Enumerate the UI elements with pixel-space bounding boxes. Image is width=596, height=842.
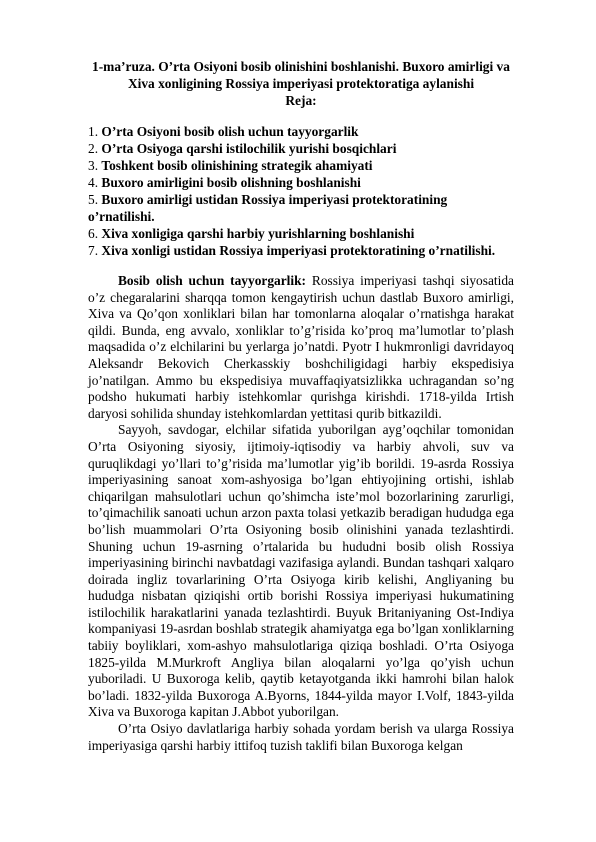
plan-item: 4. Buxoro amirligini bosib olishning boshlanishi — [88, 175, 361, 190]
paragraph-text: Rossiya imperiyasi tashqi siyosatida o’z chegaralarini sharqqa tomon kengaytirish uchun dastlab Buxoro amirligi, Xiva va Qo’qon xonliklari bilan har tomonlarna aloqalar o’rnatishga harakat qildi. Bunda, eng avvalo, xonliklar to’g’risida ko’proq ma’lumotlar to’plash maqsadida o’z elchilarini bu yerlarga jo’natdi. Pyotr I hukmronligi davridayoq Aleksandr Bekovich Cherkasskiy boshchiligidagi harbiy ekspedisiya jo’natilgan. Ammo bu ekspedisiya muvaffaqiyatsizlikka uchragandan so’ng podsho hukumati harbiy istehkomlar qurishga kirishdi. 1718-yilda Irtish daryosi sohilida shunday istehkomlardan yettitasi qurib bitkazildi. — [88, 273, 514, 421]
body-paragraph — [88, 721, 514, 754]
plan-item: 3. Toshkent bosib olinishining strategik ahamiyati — [88, 158, 373, 173]
body-paragraph — [88, 273, 514, 422]
plan-item: 7. Xiva xonligi ustidan Rossiya imperiyasi protektoratining o’rnatilishi. — [88, 243, 496, 258]
plan-list — [88, 123, 514, 259]
plan-item: 5. Buxoro amirligi ustidan Rossiya imperiyasi protektoratining o’rnatilishi. — [88, 192, 448, 224]
paragraph-text: O’rta Osiyo davlatlariga harbiy sohada yordam berish va ularga Rossiya imperiyasiga qarshi harbiy ittifoq tuzish taklifi bilan Buxoroga kelgan — [88, 721, 514, 753]
plan-heading: Reja: — [285, 93, 317, 108]
plan-item: 1. O’rta Osiyoni bosib olish uchun tayyorgarlik — [88, 124, 359, 139]
paragraph-lead: Bosib olish uchun tayyorgarlik: — [118, 273, 307, 288]
lecture-title: 1-ma’ruza. O’rta Osiyoni bosib olinishini boshlanishi. Buxoro amirligi va Xiva xonligining Rossiya imperiyasi protektoratiga aylanishi — [92, 59, 510, 91]
paragraph-text: Sayyoh, savdogar, elchilar sifatida yuborilgan ayg’oqchilar tomonidan O’rta Osiyoning siyosiy, ijtimoiy-iqtisodiy va harbiy ahvoli, suv va quruqlikdagi yo’llari to’g’risida ma’lumotlar yig’ib borildi. 19-asrda Rossiya imperiyasining sanoat xom-ashyosiga bo’lgan ehtiyojining ortishi, ishlab chiqarilgan mahsulotlari uchun qo’shimcha iste’mol bozorlarining zarurligi, to’qimachilik sanoati uchun arzon paxta tolasi yetkazib beradigan hududga ega bo’lish muammolari O’rta Osiyoning bosib olinishini yanada tezlashtirdi. Shuning uchun 19-asrning o’rtalarida bu hududni bosib olish Rossiya imperiyasining birinchi navbatdagi vazifasiga aylandi. Bundan tashqari xalqaro doirada ingliz tovarlarining O’rta Osiyoga kirib kelishi, Angliyaning bu hududga nisbatan qiziqishi ortib borishi Rossiya imperiyasi hukumatining istilochilik harakatlarini yanada tezlashtirdi. Buyuk Britaniyaning Ost-Indiya kompaniyasi 19-asrdan boshlab strategik ahamiyatga ega bo’lgan xonliklarning tabiiy boyliklari, xom-ashyo mahsulotlariga qiziqa boshladi. O’rta Osiyoga 1825-yilda M.Murkroft Angliya bilan aloqalarni yo’lga qo’yish uchun yuboriladi. U Buxoroga kelib, qaytib ketayotganda ikki hamrohi bilan halok bo’ladi. 1832-yilda Buxoroga A.Byorns, 1844-yilda mayor I.Volf, 1843-yilda Xiva va Buxoroga kapitan J.Abbot yuborilgan. — [88, 422, 514, 720]
plan-item: 6. Xiva xonligiga qarshi harbiy yurishlarning boshlanishi — [88, 226, 415, 241]
plan-item: 2. O’rta Osiyoga qarshi istilochilik yurishi bosqichlari — [88, 141, 397, 156]
body-paragraph — [88, 422, 514, 721]
